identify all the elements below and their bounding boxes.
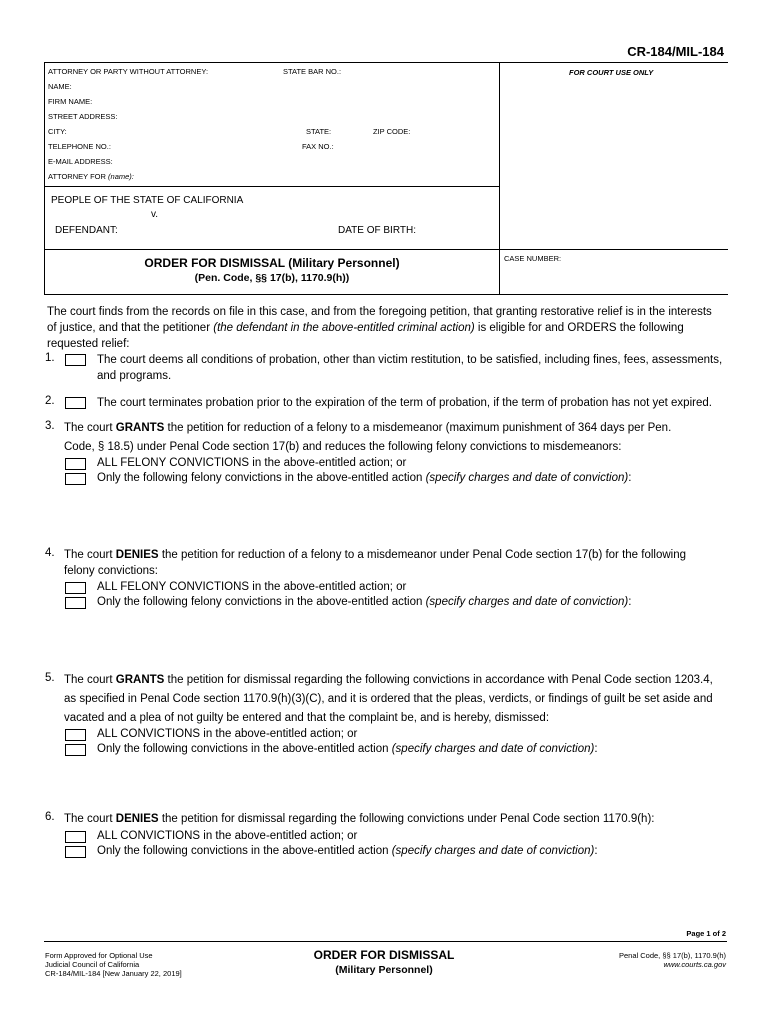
- state-label: STATE:: [306, 127, 332, 136]
- intro-paragraph: The court finds from the records on file in this case, and from the foregoing petition, that granting restorative relief is in the interests of justice, and that the petitioner (the defendant in the above-entitled criminal action) is eligible for and ORDERS the following requested relief:: [47, 306, 712, 350]
- zip-label: ZIP CODE:: [373, 127, 411, 136]
- form-id: CR-184/MIL-184: [627, 44, 724, 59]
- item-6-only-label: Only the following convictions in the above-entitled action (specify charges and date of conviction):: [97, 845, 598, 857]
- item-3-only-label: Only the following felony convictions in the above-entitled action (specify charges and date of conviction):: [97, 472, 632, 484]
- item-4-all-label: ALL FELONY CONVICTIONS in the above-entitled action; or: [97, 581, 407, 593]
- footer-revision: CR-184/MIL-184 [New January 22, 2019]: [45, 969, 182, 978]
- item-4-only-checkbox[interactable]: [65, 597, 86, 609]
- court-use-label: FOR COURT USE ONLY: [569, 68, 654, 77]
- item-6-all-label: ALL CONVICTIONS in the above-entitled action; or: [97, 830, 358, 842]
- item-4-number: 4.: [45, 547, 55, 559]
- street-label: STREET ADDRESS:: [48, 112, 118, 121]
- item-6-only-checkbox[interactable]: [65, 846, 86, 858]
- item-4-only-label: Only the following felony convictions in the above-entitled action (specify charges and date of conviction):: [97, 596, 632, 608]
- v-label: v.: [151, 209, 159, 220]
- state-bar-label: STATE BAR NO.:: [283, 67, 342, 76]
- item-1-checkbox[interactable]: [65, 354, 86, 366]
- attorney-for-label: ATTORNEY FOR (name):: [48, 172, 134, 181]
- item-5-text: The court GRANTS the petition for dismissal regarding the following convictions in accordance with Penal Code section 1203.4, as specified in Penal Code section 1170.9(h)(3)(C), and it is ordered that the pleas, verdicts, or findings of guilt be set aside and vacated and a plea of not guilty be entered and that the complaint be, and is hereby, dismissed:: [64, 674, 713, 724]
- footer-title: ORDER FOR DISMISSAL: [313, 948, 455, 962]
- email-label: E-MAIL ADDRESS:: [48, 157, 113, 166]
- footer-url[interactable]: www.courts.ca.gov: [663, 960, 726, 969]
- item-1-number: 1.: [45, 352, 55, 364]
- footer-code: Penal Code, §§ 17(b), 1170.9(h): [618, 951, 726, 960]
- item-6-number: 6.: [45, 811, 55, 823]
- fax-label: FAX NO.:: [302, 142, 334, 151]
- item-5-only-label: Only the following convictions in the above-entitled action (specify charges and date of conviction):: [97, 743, 598, 755]
- item-2-number: 2.: [45, 395, 55, 407]
- item-5-number: 5.: [45, 672, 55, 684]
- item-2-checkbox[interactable]: [65, 397, 86, 409]
- item-3-all-label: ALL FELONY CONVICTIONS in the above-entitled action; or: [97, 457, 407, 469]
- attorney-label: ATTORNEY OR PARTY WITHOUT ATTORNEY:: [48, 67, 209, 76]
- item-4-all-checkbox[interactable]: [65, 582, 86, 594]
- item-6-text: The court DENIES the petition for dismissal regarding the following convictions under Penal Code section 1170.9(h):: [64, 813, 655, 825]
- footer-divider: [44, 941, 727, 942]
- item-2-text: The court terminates probation prior to the expiration of the term of probation, if the term of probation has not yet expired.: [97, 397, 712, 409]
- page-number: Page 1 of 2: [686, 929, 726, 938]
- people-label: PEOPLE OF THE STATE OF CALIFORNIA: [51, 195, 244, 206]
- item-3-number: 3.: [45, 420, 55, 432]
- form-subtitle: (Pen. Code, §§ 17(b), 1170.9(h)): [194, 272, 350, 284]
- item-5-all-label: ALL CONVICTIONS in the above-entitled action; or: [97, 728, 358, 740]
- item-5-all-checkbox[interactable]: [65, 729, 86, 741]
- footer-council: Judicial Council of California: [45, 960, 140, 969]
- item-3-text: The court GRANTS the petition for reduction of a felony to a misdemeanor (maximum punishment of 364 days per Pen. Code, § 18.5) under Penal Code section 17(b) and reduces the following felony convictions to misdemeanors:: [64, 422, 672, 453]
- phone-label: TELEPHONE NO.:: [48, 142, 111, 151]
- item-4-text: The court DENIES the petition for reduction of a felony to a misdemeanor under Penal Code section 17(b) for the following felony convictions:: [64, 549, 687, 577]
- footer-subtitle: (Military Personnel): [335, 964, 433, 976]
- item-1-text: The court deems all conditions of probation, other than victim restitution, to be satisfied, including fines, fees, assessments, and programs.: [97, 354, 723, 382]
- item-3-only-checkbox[interactable]: [65, 473, 86, 485]
- footer-approved: Form Approved for Optional Use: [45, 951, 153, 960]
- defendant-label: DEFENDANT:: [55, 225, 118, 236]
- caption-box: [44, 62, 728, 295]
- firm-label: FIRM NAME:: [48, 97, 93, 106]
- name-label: NAME:: [48, 82, 72, 91]
- item-6-all-checkbox[interactable]: [65, 831, 86, 843]
- form-title: ORDER FOR DISMISSAL (Military Personnel): [144, 256, 400, 270]
- city-label: CITY:: [48, 127, 67, 136]
- item-3-all-checkbox[interactable]: [65, 458, 86, 470]
- case-number-label: CASE NUMBER:: [504, 254, 562, 263]
- item-5-only-checkbox[interactable]: [65, 744, 86, 756]
- dob-label: DATE OF BIRTH:: [338, 225, 416, 236]
